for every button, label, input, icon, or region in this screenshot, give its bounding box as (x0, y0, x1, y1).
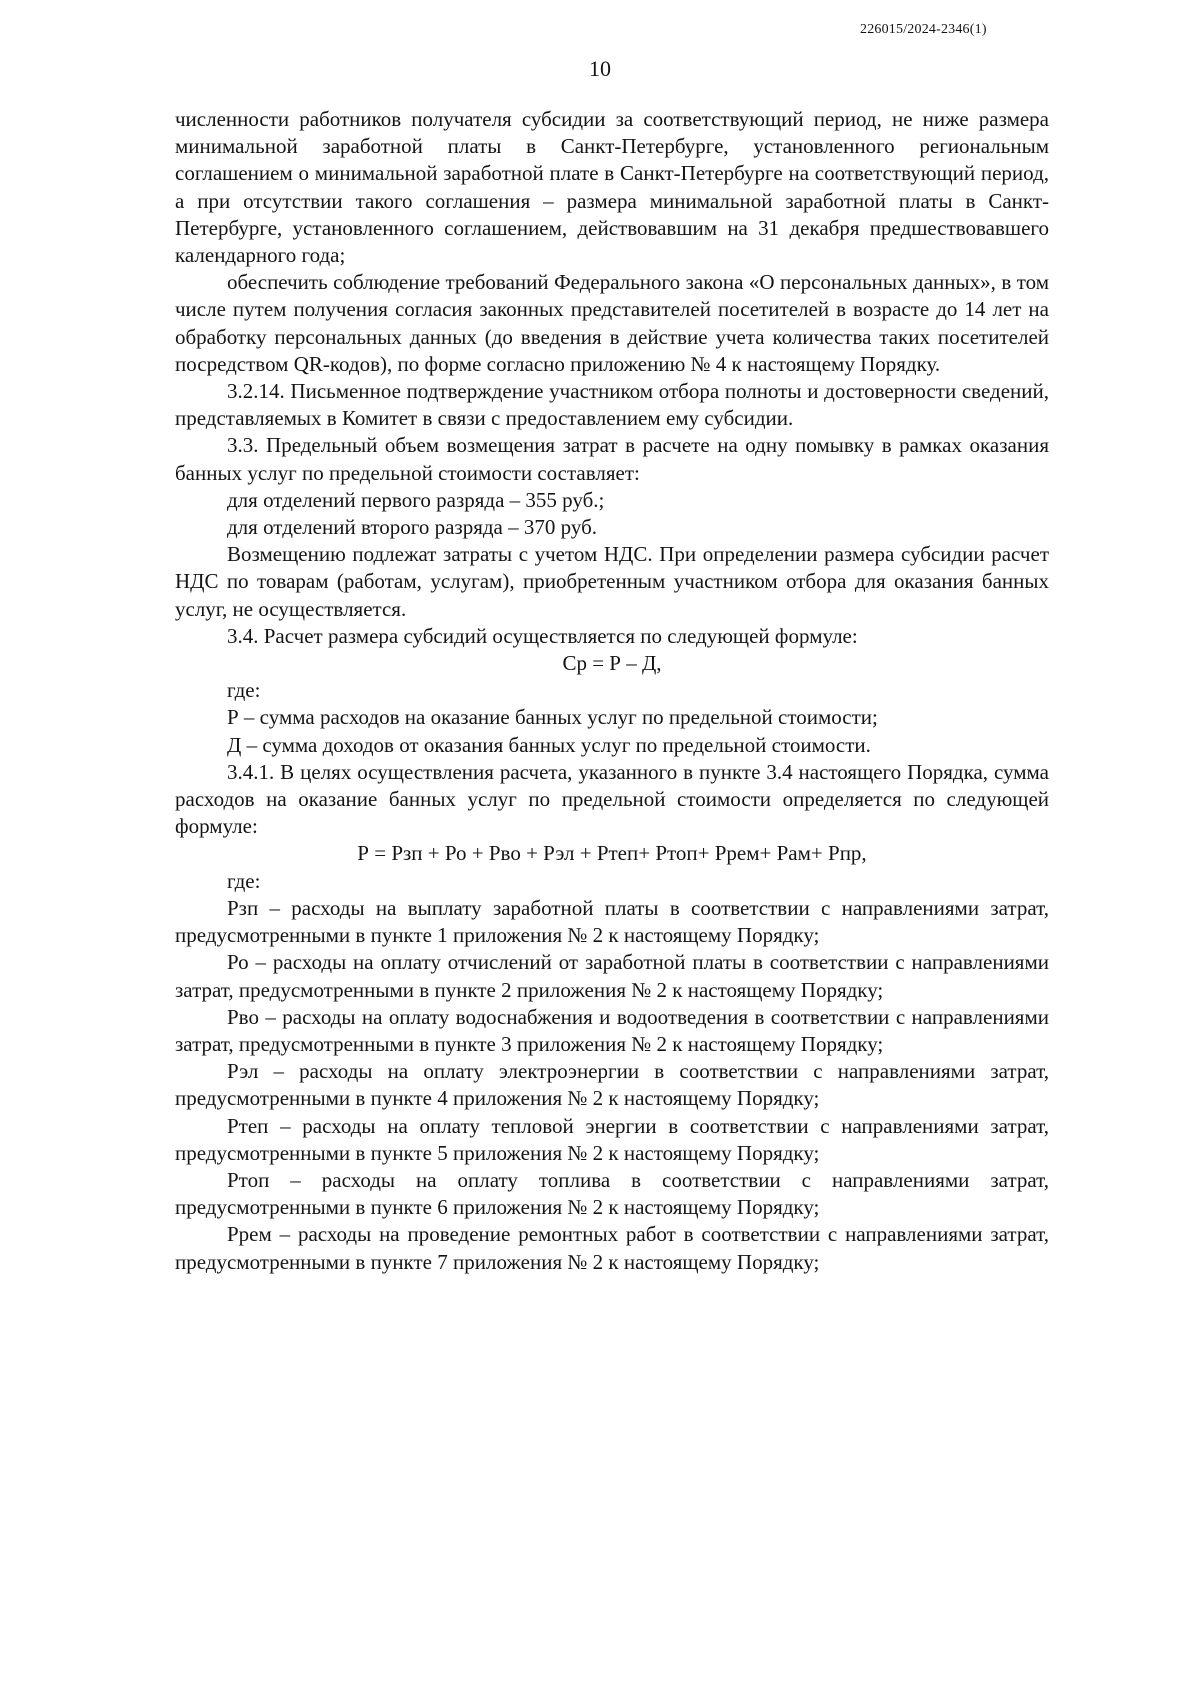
document-body (175, 106, 1049, 1276)
paragraph-3-4-1: 3.4.1. В целях осуществления расчета, указанного в пункте 3.4 настоящего Порядка, сумма расходов на оказание банных услуг по предельной стоимости определяется по следующей формуле: (175, 759, 1049, 839)
page-number: 10 (589, 56, 611, 81)
paragraph-3-2-14: 3.2.14. Письменное подтверждение участником отбора полноты и достоверности сведений, представляемых в Комитет в связи с предоставлением ему субсидии. (175, 379, 1049, 431)
definition-rrem: Ррем – расходы на проведение ремонтных работ в соответствии с направлениями затрат, предусмотренными в пункте 7 приложения № 2 к настоящему Порядку; (175, 1222, 1049, 1274)
paragraph-second-grade: для отделений второго разряда – 370 руб. (227, 515, 598, 540)
paragraph-vat: Возмещению подлежат затраты с учетом НДС. При определении размера субсидии расчет НДС по товарам (работам, услугам), приобретенным участником отбора для оказания банных услуг, не осуществляется. (175, 542, 1049, 621)
definition-d: Д – сумма доходов от оказания банных услуг по предельной стоимости. (227, 732, 871, 757)
paragraph-2: обеспечить соблюдение требований Федерального закона «О персональных данных», в том числе путем получения согласия законных представителей посетителей в возрасте до 14 лет на обработку персональных данных (до введения в действие учета количества таких посетителей посредством QR-кодов), по форме согласно приложению № 4 к настоящему Порядку. (175, 270, 1049, 376)
definition-p: Р – сумма расходов на оказание банных услуг по предельной стоимости; (227, 705, 878, 730)
definition-rzp: Рзп – расходы на выплату заработной платы в соответствии с направлениями затрат, предусмотренными в пункте 1 приложения № 2 к настоящему Порядку; (175, 895, 1049, 948)
paragraph-3-3: 3.3. Предельный объем возмещения затрат в расчете на одну помывку в рамках оказания банных услуг по предельной стоимости составляет: (175, 433, 1049, 485)
definition-rtep: Ртеп – расходы на оплату тепловой энергии в соответствии с направлениями затрат, предусмотренными в пункте 5 приложения № 2 к настоящему Порядку; (175, 1113, 1049, 1165)
definition-rtop: Ртоп – расходы на оплату топлива в соответствии с направлениями затрат, предусмотренными в пункте 6 приложения № 2 к настоящему Порядку; (175, 1167, 1049, 1220)
formula-subsidy: Ср = Р – Д, (562, 651, 662, 676)
document-id: 226015/2024-2346(1) (860, 22, 987, 37)
where-label-2: где: (227, 868, 261, 893)
definition-rel: Рэл – расходы на оплату электроэнергии в соответствии с направлениями затрат, предусмотренными в пункте 4 приложения № 2 к настоящему Порядку; (175, 1059, 1049, 1111)
paragraph-first-grade: для отделений первого разряда – 355 руб.; (227, 487, 605, 512)
definition-ro: Ро – расходы на оплату отчислений от заработной платы в соответствии с направлениями затрат, предусмотренными в пункте 2 приложения № 2 к настоящему Порядку; (175, 950, 1049, 1002)
definition-rvo: Рво – расходы на оплату водоснабжения и водоотведения в соответствии с направлениями затрат, предусмотренными в пункте 3 приложения № 2 к настоящему Порядку; (175, 1004, 1049, 1056)
paragraph-1: численности работников получателя субсидии за соответствующий период, не ниже размера минимальной заработной платы в Санкт-Петербурге, установленного региональным соглашением о минимальной заработной плате в Санкт-Петербурге на соответствующий период, а при отсутствии такого соглашения – размера минимальной заработной платы в Санкт-Петербурге, установленного соглашением, действовавшим на 31 декабря предшествовавшего календарного года; (175, 107, 1049, 268)
where-label-1: где: (227, 678, 261, 703)
formula-expenses: Р = Рзп + Ро + Рво + Рэл + Ртеп+ Ртоп+ Ррем+ Рам+ Рпр, (357, 841, 867, 866)
paragraph-3-4: 3.4. Расчет размера субсидий осуществляется по следующей формуле: (227, 623, 858, 648)
